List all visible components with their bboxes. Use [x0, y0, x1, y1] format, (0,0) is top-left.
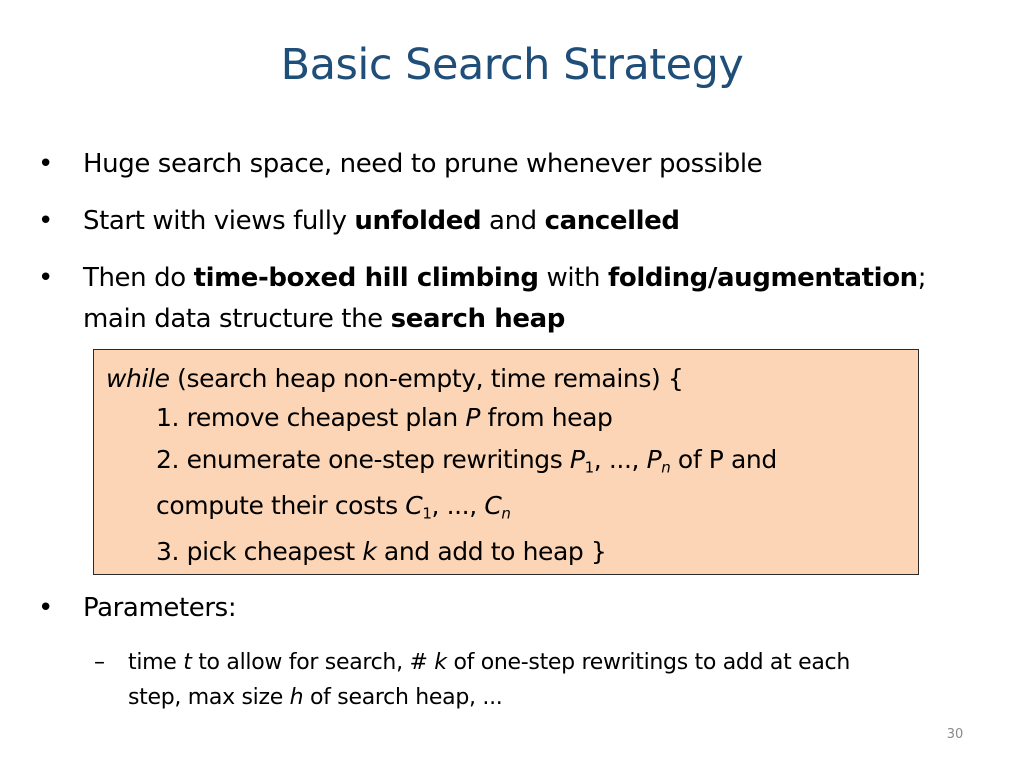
- sub-bullet-parameters: [94, 645, 850, 715]
- bullet-text: and: [481, 206, 545, 236]
- code-line-step2: [156, 445, 777, 477]
- bullet-dot: •: [38, 263, 53, 293]
- keyword-while: while: [106, 364, 170, 393]
- var-p1: P: [569, 445, 585, 474]
- code-text: of P and: [670, 445, 777, 474]
- var-c1: C: [405, 491, 423, 520]
- code-text: 1. remove cheapest plan: [156, 403, 466, 432]
- code-text: , ...,: [593, 445, 647, 474]
- bullet-text: with: [538, 263, 608, 293]
- code-line-while: [106, 364, 683, 393]
- page-number: 30: [946, 727, 964, 742]
- var-p: P: [465, 403, 481, 432]
- dash-marker: –: [94, 650, 105, 675]
- code-text: compute their costs: [156, 491, 406, 520]
- subscript-1: 1: [422, 504, 432, 523]
- subscript-n-text: n: [661, 458, 671, 477]
- bullet-start-views: [38, 201, 680, 242]
- code-text: 3. pick cheapest: [156, 537, 363, 566]
- bullet-text: ;: [917, 263, 927, 293]
- bullet-parameters: [38, 588, 237, 629]
- bullet-text: Then do: [83, 263, 194, 293]
- var-t: t: [183, 650, 192, 675]
- sub-text: of search heap, ...: [303, 685, 503, 710]
- bullet-search-space: [38, 144, 763, 185]
- code-text: from heap: [480, 403, 613, 432]
- var-h: h: [289, 685, 304, 710]
- bullet-text: main data structure the: [83, 304, 391, 334]
- bold-hill-climbing: time-boxed hill climbing: [193, 263, 539, 293]
- code-line-costs: [156, 491, 511, 523]
- bullet-hill-climbing: [38, 258, 927, 340]
- bold-unfolded: unfolded: [354, 206, 482, 236]
- subscript-n-text: n: [501, 504, 511, 523]
- bullet-dot: •: [38, 149, 53, 179]
- bullet-dot: •: [38, 593, 53, 623]
- var-k: k: [434, 650, 447, 675]
- subscript-1: 1: [584, 458, 594, 477]
- subscript-n: [501, 505, 510, 523]
- sub-text: time: [128, 650, 184, 675]
- algorithm-box: [93, 349, 919, 575]
- bold-folding: folding/augmentation: [607, 263, 918, 293]
- bullet-dot: •: [38, 206, 53, 236]
- var-k: k: [362, 537, 377, 566]
- var-pn: P: [646, 445, 662, 474]
- sub-text: step, max size: [128, 685, 290, 710]
- code-text: (search heap non-empty, time remains) {: [169, 364, 684, 393]
- code-text: 2. enumerate one-step rewritings: [156, 445, 570, 474]
- sub-text: to allow for search, #: [191, 650, 435, 675]
- bullet-text: Start with views fully: [83, 206, 355, 236]
- bullet-text: Huge search space, need to prune whenever possible: [83, 149, 763, 179]
- code-text: , ...,: [431, 491, 485, 520]
- bullet-text: Parameters:: [83, 593, 237, 623]
- sub-text: of one-step rewritings to add at each: [446, 650, 850, 675]
- code-line-step3: [156, 537, 606, 566]
- bold-cancelled: cancelled: [544, 206, 680, 236]
- slide-title: Basic Search Strategy: [280, 40, 744, 90]
- bold-search-heap: search heap: [390, 304, 566, 334]
- code-text: and add to heap }: [376, 537, 607, 566]
- var-cn: C: [484, 491, 502, 520]
- code-line-step1: [156, 403, 613, 432]
